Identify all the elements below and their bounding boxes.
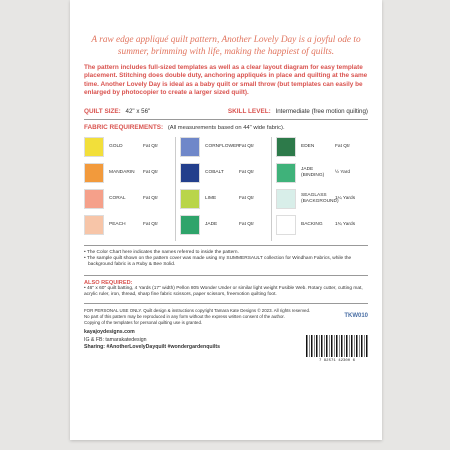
quilt-size-value: 42" x 56" [125,107,151,115]
divider [84,275,368,276]
fabric-item [276,163,365,183]
fabric-swatch [84,137,104,157]
fabric-swatch [276,215,296,235]
fabric-swatch [180,215,200,235]
quilt-size [84,108,150,115]
fabric-item [84,215,172,235]
fabric-item [276,137,365,157]
size-row [84,108,368,115]
barcode-image [306,335,368,357]
fabric-quantity: Fat Qtr [239,222,254,228]
fabric-item [84,163,172,183]
legal-line: Copying of the templates for personal quilting use is granted. [84,320,203,326]
fabric-name: GOLD [109,143,123,149]
fabric-name: MANDARIN [109,169,135,175]
skill-level-value: Intermediate (free motion quilting) [275,107,368,115]
fabric-quantity: Fat Qtr [143,196,158,202]
fabric-swatch [276,137,296,157]
fabric-quantity: Fat Qtr [239,144,254,150]
fabric-item [180,137,268,157]
fabric-item [276,215,365,235]
notes [84,250,368,269]
fabric-item [180,189,268,209]
divider [84,245,368,246]
fabric-quantity: 1¾ Yards [335,222,356,228]
fabric-name: JADE (BINDING) [301,167,325,178]
sharing-hashtags: Sharing: #AnotherLovelyDayquilt #wondergardenquilts [84,344,221,351]
fabric-column [84,137,176,241]
fabric-swatch [84,189,104,209]
note-color-chart: • The Color Chart here indicates the names referred to inside the pattern. [84,249,239,255]
fabric-note: (All measurements based on 44" wide fabric). [167,124,285,131]
product-code: TKW010 [344,313,368,320]
fabric-swatch [84,163,104,183]
fabric-name: COBALT [205,169,224,175]
fabric-item [180,163,268,183]
fabric-quantity: Fat Qtr [143,170,158,176]
fabric-name: SEAGLASS (BACKGROUND) [301,193,339,204]
fabric-quantity: Fat Qtr [143,222,158,228]
fabric-quantity: Fat Qtr [239,170,254,176]
also-required-text: • 46" x 60" quilt batting, 4 Yards (17" width) Pellon 805 Wonder Under or similar light weight Fusible Web. Rotary cutter, cutting mat, acrylic ruler, iron, thread, sharp fine fabric scissors, paper scissors, freemotion quilting foot. [84,285,363,298]
fabric-item [84,137,172,157]
legal-text [84,308,368,327]
fabric-swatch [276,163,296,183]
fabric-column [180,137,272,241]
fabric-swatch [180,163,200,183]
note-sample-quilt: • The sample quilt shown on the pattern cover was made using my SUMMERSAULT collection for Windham Fabrics, while the background fabric is a Ruby & Bee Solid. [84,256,352,268]
fabric-item [180,215,268,235]
fabric-name: CORNFLOWER [205,143,240,149]
fabric-item [84,189,172,209]
also-required-label: ALSO REQUIRED: [84,279,133,286]
fabric-name: LIME [205,195,217,201]
legal-line: No part of this pattern may be reproduced in any form without the express written consent of the author. [84,313,285,319]
fabric-chart [84,137,368,241]
fabric-quantity: Fat Qtr [239,196,254,202]
fabric-quantity: Fat Qtr [143,144,158,150]
fabric-label: FABRIC REQUIREMENTS: [84,123,164,131]
fabric-name: BACKING [301,221,323,227]
pattern-back-cover [70,0,382,440]
fabric-quantity: Fat Qtr [335,144,350,150]
divider [84,119,368,120]
fabric-quantity: 1¼ Yards [335,196,356,202]
quilt-size-label: QUILT SIZE: [84,107,121,115]
fabric-name: PEACH [109,221,126,227]
fabric-quantity: ½ Yard [335,170,351,176]
website-link[interactable]: kayajoydesigns.com [84,329,135,336]
barcode-number: 7 82571 42300 6 [318,359,355,364]
fabric-swatch [84,215,104,235]
intro-text: A raw edge appliqué quilt pattern, Another Lovely Day is a joyful ode to summer, brimming with life, making the happiest of quilts. [91,35,361,57]
fabric-name: EDEN [301,143,315,149]
fabric-name: CORAL [109,195,126,201]
legal-line: FOR PERSONAL USE ONLY. Quilt design & instructions copyright Tamara Kate Designs © 2023. All rights reserved. [84,307,311,313]
skill-level [228,108,368,115]
fabric-requirements-header [84,124,368,131]
fabric-column [276,137,368,241]
divider [84,303,368,304]
fabric-name: JADE [205,221,218,227]
fabric-swatch [180,137,200,157]
skill-level-label: SKILL LEVEL: [227,107,271,115]
fabric-item [276,189,365,209]
fabric-swatch [276,189,296,209]
fabric-swatch [180,189,200,209]
description-text: The pattern includes full-sized templates as well as a clear layout diagram for easy template placement. Stitching does double duty, anchoring appliqués in place and quilting at the same time. Another Lovely Day is ideal as a baby quilt or small throw (but templates can easily be enlarged by photocopier to create a larger sized quilt). [84,64,368,97]
social-handle: IG & FB: tamarakatedesign [84,336,147,343]
